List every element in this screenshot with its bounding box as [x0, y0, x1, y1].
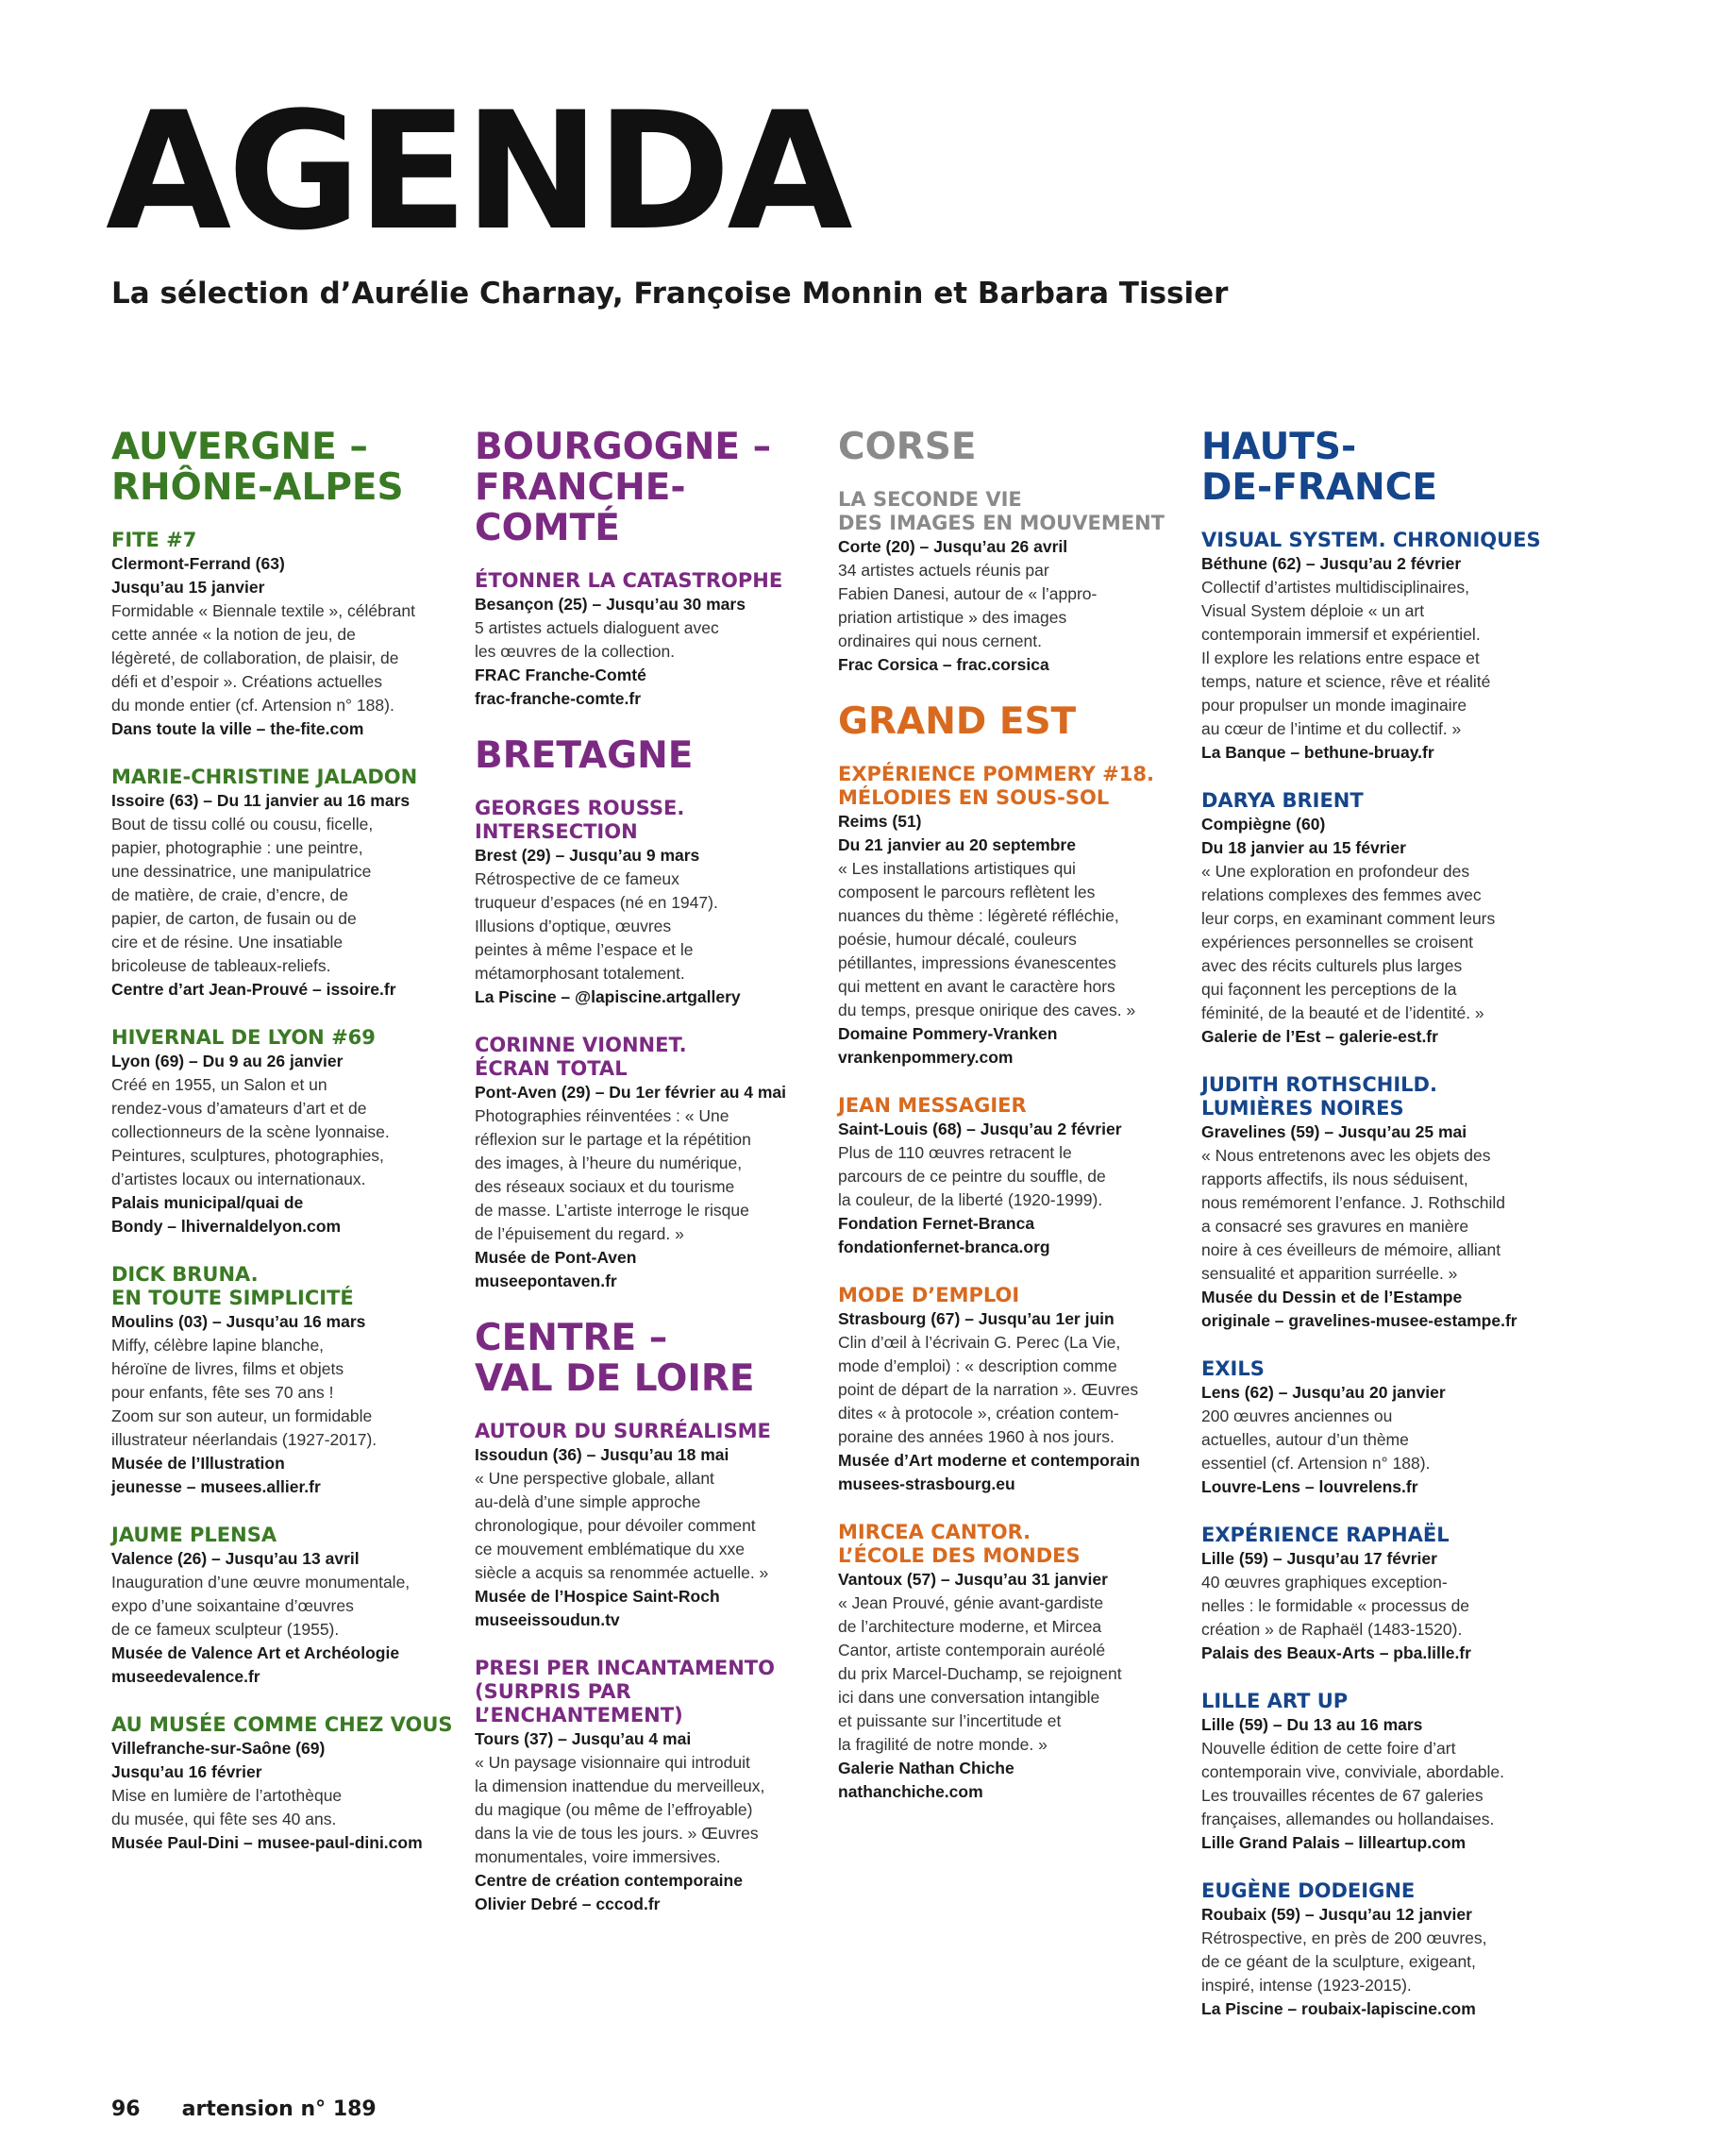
- entry-meta: Clermont-Ferrand (63) Jusqu’au 15 janvier: [111, 554, 285, 597]
- entry-description: Créé en 1955, un Salon et un rendez-vous d’amateurs d’art et de collectionneurs de la scène lyonnaise. Peintures, sculptures, photographies, d’artistes locaux ou internationaux.: [111, 1075, 390, 1188]
- agenda-entry: [475, 1034, 824, 1293]
- entry-venue: La Piscine – @lapiscine.artgallery: [475, 987, 741, 1006]
- agenda-entry: [475, 1657, 824, 1916]
- agenda-entry: [1201, 789, 1551, 1049]
- entry-meta: Strasbourg (67) – Jusqu’au 1er juin: [838, 1309, 1115, 1328]
- entry-description: Collectif d’artistes multidisciplinaires, Visual System déploie « un art contemporain immersif et expérientiel. Il explore les relations entre espace et temps, nature et science, rêve et réalité pour propulser un monde imaginaire au cœur de l’intime et du collectif. »: [1201, 578, 1491, 738]
- entry-meta: Roubaix (59) – Jusqu’au 12 janvier: [1201, 1905, 1472, 1924]
- entry-title: LILLE ART UP: [1201, 1690, 1349, 1712]
- entry-venue: Domaine Pommery-Vranken vrankenpommery.com: [838, 1024, 1058, 1067]
- agenda-entry: [111, 1026, 461, 1238]
- column-4: [1201, 427, 1551, 2046]
- entry-title: EUGÈNE DODEIGNE: [1201, 1879, 1416, 1902]
- entry-meta: Tours (37) – Jusqu’au 4 mai: [475, 1729, 692, 1748]
- agenda-entry: [475, 1420, 824, 1632]
- entry-description: Miffy, célèbre lapine blanche, héroïne de livres, films et objets pour enfants, fête ses 70 ans ! Zoom sur son auteur, un formidable illustrateur néerlandais (1927-2017).: [111, 1336, 377, 1449]
- entry-title: HIVERNAL DE LYON #69: [111, 1026, 376, 1049]
- entry-title: GEORGES ROUSSE. INTERSECTION: [475, 797, 685, 843]
- entry-venue: Musée de Pont-Aven museepontaven.fr: [475, 1248, 637, 1290]
- entry-description: « Nous entretenons avec les objets des rapports affectifs, ils nous séduisent, nous remémorent l’enfance. J. Rothschild a consacré ses gravures en manière noire à ces éveilleurs de mémoire, alliant sensualité et apparition surréelle. »: [1201, 1146, 1505, 1283]
- agenda-entry: [1201, 1524, 1551, 1665]
- entry-meta: Valence (26) – Jusqu’au 13 avril: [111, 1549, 360, 1568]
- entry-description: 40 œuvres graphiques exception- nelles : le formidable « processus de création » de Raphaël (1483-1520).: [1201, 1573, 1470, 1639]
- entry-description: « Un paysage visionnaire qui introduit la dimension inattendue du merveilleux, du magique (ou même de l’effroyable) dans la vie de tous les jours. » Œuvres monumentales, voire immersives.: [475, 1753, 765, 1866]
- entry-description: « Jean Prouvé, génie avant-gardiste de l’architecture moderne, et Mircea Cantor, artiste contemporain auréolé du prix Marcel-Duchamp, se rejoignent ici dans une conversation intangible et puissante sur l’incertitude et la fragilité de notre monde. »: [838, 1593, 1122, 1754]
- entry-title: MODE D’EMPLOI: [838, 1284, 1020, 1306]
- entry-venue: La Piscine – roubaix-lapiscine.com: [1201, 1999, 1476, 2018]
- entry-title: ÉTONNER LA CATASTROPHE: [475, 569, 783, 592]
- entry-meta: Lyon (69) – Du 9 au 26 janvier: [111, 1052, 344, 1070]
- agenda-entry: [1201, 1690, 1551, 1855]
- entry-title: VISUAL SYSTEM. CHRONIQUES: [1201, 529, 1541, 551]
- entry-venue: Frac Corsica – frac.corsica: [838, 655, 1049, 674]
- agenda-entry: [838, 763, 1187, 1070]
- entry-meta: Besançon (25) – Jusqu’au 30 mars: [475, 595, 746, 614]
- region-heading: HAUTS- DE-FRANCE: [1201, 426, 1437, 509]
- agenda-entry: [111, 766, 461, 1002]
- entry-description: « Une exploration en profondeur des relations complexes des femmes avec leur corps, en examinant comment leurs expériences personnelles se croisent avec des récits culturels plus larges qui façonnent les perceptions de la féminité, de la beauté et de l’identité. »: [1201, 862, 1496, 1022]
- entry-description: 5 artistes actuels dialoguent avec les œuvres de la collection.: [475, 618, 719, 661]
- entry-meta: Lille (59) – Jusqu’au 17 février: [1201, 1549, 1437, 1568]
- agenda-entry: [475, 797, 824, 1009]
- entry-title: EXPÉRIENCE POMMERY #18. MÉLODIES EN SOUS-SOL: [838, 763, 1154, 809]
- entry-description: Clin d’œil à l’écrivain G. Perec (La Vie, mode d’emploi) : « description comme point de départ de la narration ». Œuvres dites « à protocole », création contem- poraine des années 1960 à nos jours.: [838, 1333, 1139, 1446]
- entry-title: EXPÉRIENCE RAPHAËL: [1201, 1524, 1450, 1546]
- entry-venue: Lille Grand Palais – lilleartup.com: [1201, 1833, 1467, 1852]
- entry-description: Inauguration d’une œuvre monumentale, expo d’une soixantaine d’œuvres de ce fameux sculpteur (1955).: [111, 1573, 411, 1639]
- entry-title: DARYA BRIENT: [1201, 789, 1364, 812]
- entry-meta: Pont-Aven (29) – Du 1er février au 4 mai: [475, 1083, 787, 1102]
- entry-description: Mise en lumière de l’artothèque du musée, qui fête ses 40 ans.: [111, 1786, 343, 1828]
- entry-venue: Musée du Dessin et de l’Estampe originale – gravelines-musee-estampe.fr: [1201, 1288, 1517, 1330]
- entry-description: Formidable « Biennale textile », célébrant cette année « la notion de jeu, de légèreté, de collaboration, de plaisir, de défi et d’espoir ». Créations actuelles du monde entier (cf. Artension n° 188).: [111, 601, 415, 715]
- entry-title: JAUME PLENSA: [111, 1524, 277, 1546]
- entry-meta: Reims (51) Du 21 janvier au 20 septembre: [838, 812, 1076, 854]
- entry-meta: Compiègne (60) Du 18 janvier au 15 février: [1201, 815, 1406, 857]
- agenda-entry: [1201, 1357, 1551, 1499]
- entry-title: AU MUSÉE COMME CHEZ VOUS: [111, 1713, 453, 1736]
- entry-description: Rétrospective de ce fameux truqueur d’espaces (né en 1947). Illusions d’optique, œuvres peintes à même l’espace et le métamorphosant totalement.: [475, 869, 718, 983]
- agenda-entry: [838, 1521, 1187, 1804]
- entry-description: « Les installations artistiques qui composent le parcours reflètent les nuances du thème : légèreté réfléchie, poésie, humour décalé, couleurs pétillantes, impressions évanescentes qui mettent en avant le caractère hors du temps, presque onirique des caves. »: [838, 859, 1136, 1019]
- entry-venue: Fondation Fernet-Branca fondationfernet-branca.org: [838, 1214, 1050, 1256]
- page-footer: [111, 2097, 377, 2121]
- entry-venue: La Banque – bethune-bruay.fr: [1201, 743, 1434, 762]
- entry-description: 200 œuvres anciennes ou actuelles, autour d’un thème essentiel (cf. Artension n° 188).: [1201, 1406, 1431, 1473]
- entry-description: Photographies réinventées : « Une réflexion sur le partage et la répétition des images, à l’heure du numérique, des réseaux sociaux et du tourisme de masse. L’artiste interroge le risque de l’épuisement du regard. »: [475, 1106, 751, 1243]
- entry-venue: Palais municipal/quai de Bondy – lhivernaldelyon.com: [111, 1193, 342, 1236]
- entry-meta: Moulins (03) – Jusqu’au 16 mars: [111, 1312, 366, 1331]
- entry-meta: Villefranche-sur-Saône (69) Jusqu’au 16 février: [111, 1739, 326, 1781]
- region-heading: CORSE: [838, 426, 977, 468]
- region-heading: AUVERGNE – RHÔNE-ALPES: [111, 426, 404, 509]
- entry-venue: FRAC Franche-Comté frac-franche-comte.fr: [475, 665, 646, 708]
- entry-venue: Palais des Beaux-Arts – pba.lille.fr: [1201, 1643, 1471, 1662]
- entry-description: Bout de tissu collé ou cousu, ficelle, papier, photographie : une peintre, une dessinatrice, une manipulatrice de matière, de craie, d’encre, de papier, de carton, de fusain ou de cire et de résine. Une insatiable bricoleuse de tableaux-reliefs.: [111, 815, 374, 975]
- entry-meta: Issoudun (36) – Jusqu’au 18 mai: [475, 1445, 729, 1464]
- agenda-entry: [111, 1263, 461, 1499]
- entry-title: JEAN MESSAGIER: [838, 1094, 1027, 1117]
- entry-venue: Musée de l’Hospice Saint-Roch museeissoudun.tv: [475, 1587, 720, 1629]
- entry-title: FITE #7: [111, 529, 197, 551]
- page-number: 96: [111, 2097, 141, 2121]
- entry-meta: Saint-Louis (68) – Jusqu’au 2 février: [838, 1120, 1122, 1138]
- agenda-entry: [475, 569, 824, 711]
- entry-venue: Dans toute la ville – the-fite.com: [111, 719, 364, 738]
- entry-meta: Brest (29) – Jusqu’au 9 mars: [475, 846, 700, 865]
- entry-title: AUTOUR DU SURRÉALISME: [475, 1420, 771, 1442]
- agenda-entry: [1201, 529, 1551, 765]
- region-heading: BRETAGNE: [475, 734, 694, 777]
- entry-venue: Musée Paul-Dini – musee-paul-dini.com: [111, 1833, 423, 1852]
- agenda-entry: [111, 1713, 461, 1855]
- agenda-entry: [1201, 1073, 1551, 1333]
- entry-description: 34 artistes actuels réunis par Fabien Danesi, autour de « l’appro- priation artistique » des images ordinaires qui nous cernent.: [838, 561, 1098, 650]
- entry-meta: Lens (62) – Jusqu’au 20 janvier: [1201, 1383, 1446, 1402]
- agenda-entry: [838, 1094, 1187, 1259]
- column-2: [475, 427, 824, 1941]
- entry-venue: Galerie Nathan Chiche nathanchiche.com: [838, 1759, 1014, 1801]
- entry-title: LA SECONDE VIE DES IMAGES EN MOUVEMENT: [838, 488, 1165, 534]
- agenda-entry: [1201, 1879, 1551, 2021]
- entry-description: Nouvelle édition de cette foire d’art contemporain vive, conviviale, abordable. Les trouvailles récentes de 67 galeries françaises, allemandes ou hollandaises.: [1201, 1739, 1505, 1828]
- column-1: [111, 427, 461, 1879]
- region-heading: GRAND EST: [838, 700, 1077, 743]
- entry-venue: Musée de l’Illustration jeunesse – musees.allier.fr: [111, 1454, 321, 1496]
- entry-meta: Lille (59) – Du 13 au 16 mars: [1201, 1715, 1423, 1734]
- agenda-entry: [838, 488, 1187, 677]
- entry-title: DICK BRUNA. EN TOUTE SIMPLICITÉ: [111, 1263, 354, 1309]
- entry-venue: Musée d’Art moderne et contemporain musees-strasbourg.eu: [838, 1451, 1140, 1493]
- entry-meta: Issoire (63) – Du 11 janvier au 16 mars: [111, 791, 411, 810]
- agenda-entry: [111, 529, 461, 741]
- agenda-entry: [111, 1524, 461, 1689]
- entry-venue: Louvre-Lens – louvrelens.fr: [1201, 1477, 1418, 1496]
- entry-title: JUDITH ROTHSCHILD. LUMIÈRES NOIRES: [1201, 1073, 1437, 1120]
- entry-title: MIRCEA CANTOR. L’ÉCOLE DES MONDES: [838, 1521, 1081, 1567]
- entry-description: « Une perspective globale, allant au-delà d’une simple approche chronologique, pour dévoiler comment ce mouvement emblématique du xxe siècle a acquis sa renommée actuelle. »: [475, 1469, 769, 1582]
- entry-venue: Centre de création contemporaine Olivier Debré – cccod.fr: [475, 1871, 743, 1913]
- entry-venue: Galerie de l’Est – galerie-est.fr: [1201, 1027, 1438, 1046]
- entry-venue: Centre d’art Jean-Prouvé – issoire.fr: [111, 980, 396, 999]
- page-title: AGENDA: [106, 76, 849, 266]
- page-subtitle: La sélection d’Aurélie Charnay, Françoise Monnin et Barbara Tissier: [111, 277, 1229, 311]
- entry-meta: Corte (20) – Jusqu’au 26 avril: [838, 537, 1068, 556]
- entry-meta: Béthune (62) – Jusqu’au 2 février: [1201, 554, 1462, 573]
- region-heading: BOURGOGNE – FRANCHE- COMTÉ: [475, 426, 772, 549]
- column-3: [838, 427, 1187, 1828]
- entry-description: Rétrospective, en près de 200 œuvres, de ce géant de la sculpture, exigeant, inspiré, intense (1923-2015).: [1201, 1929, 1487, 1995]
- region-heading: CENTRE – VAL DE LOIRE: [475, 1317, 755, 1400]
- entry-venue: Musée de Valence Art et Archéologie museedevalence.fr: [111, 1643, 400, 1686]
- entry-meta: Vantoux (57) – Jusqu’au 31 janvier: [838, 1570, 1108, 1589]
- entry-title: MARIE-CHRISTINE JALADON: [111, 766, 418, 788]
- agenda-entry: [838, 1284, 1187, 1496]
- magazine-issue: artension n° 189: [181, 2097, 377, 2121]
- entry-title: EXILS: [1201, 1357, 1265, 1380]
- entry-title: CORINNE VIONNET. ÉCRAN TOTAL: [475, 1034, 687, 1080]
- entry-description: Plus de 110 œuvres retracent le parcours de ce peintre du souffle, de la couleur, de la liberté (1920-1999).: [838, 1143, 1106, 1209]
- entry-title: PRESI PER INCANTAMENTO (SURPRIS PAR L’ENCHANTEMENT): [475, 1657, 775, 1726]
- entry-meta: Gravelines (59) – Jusqu’au 25 mai: [1201, 1122, 1467, 1141]
